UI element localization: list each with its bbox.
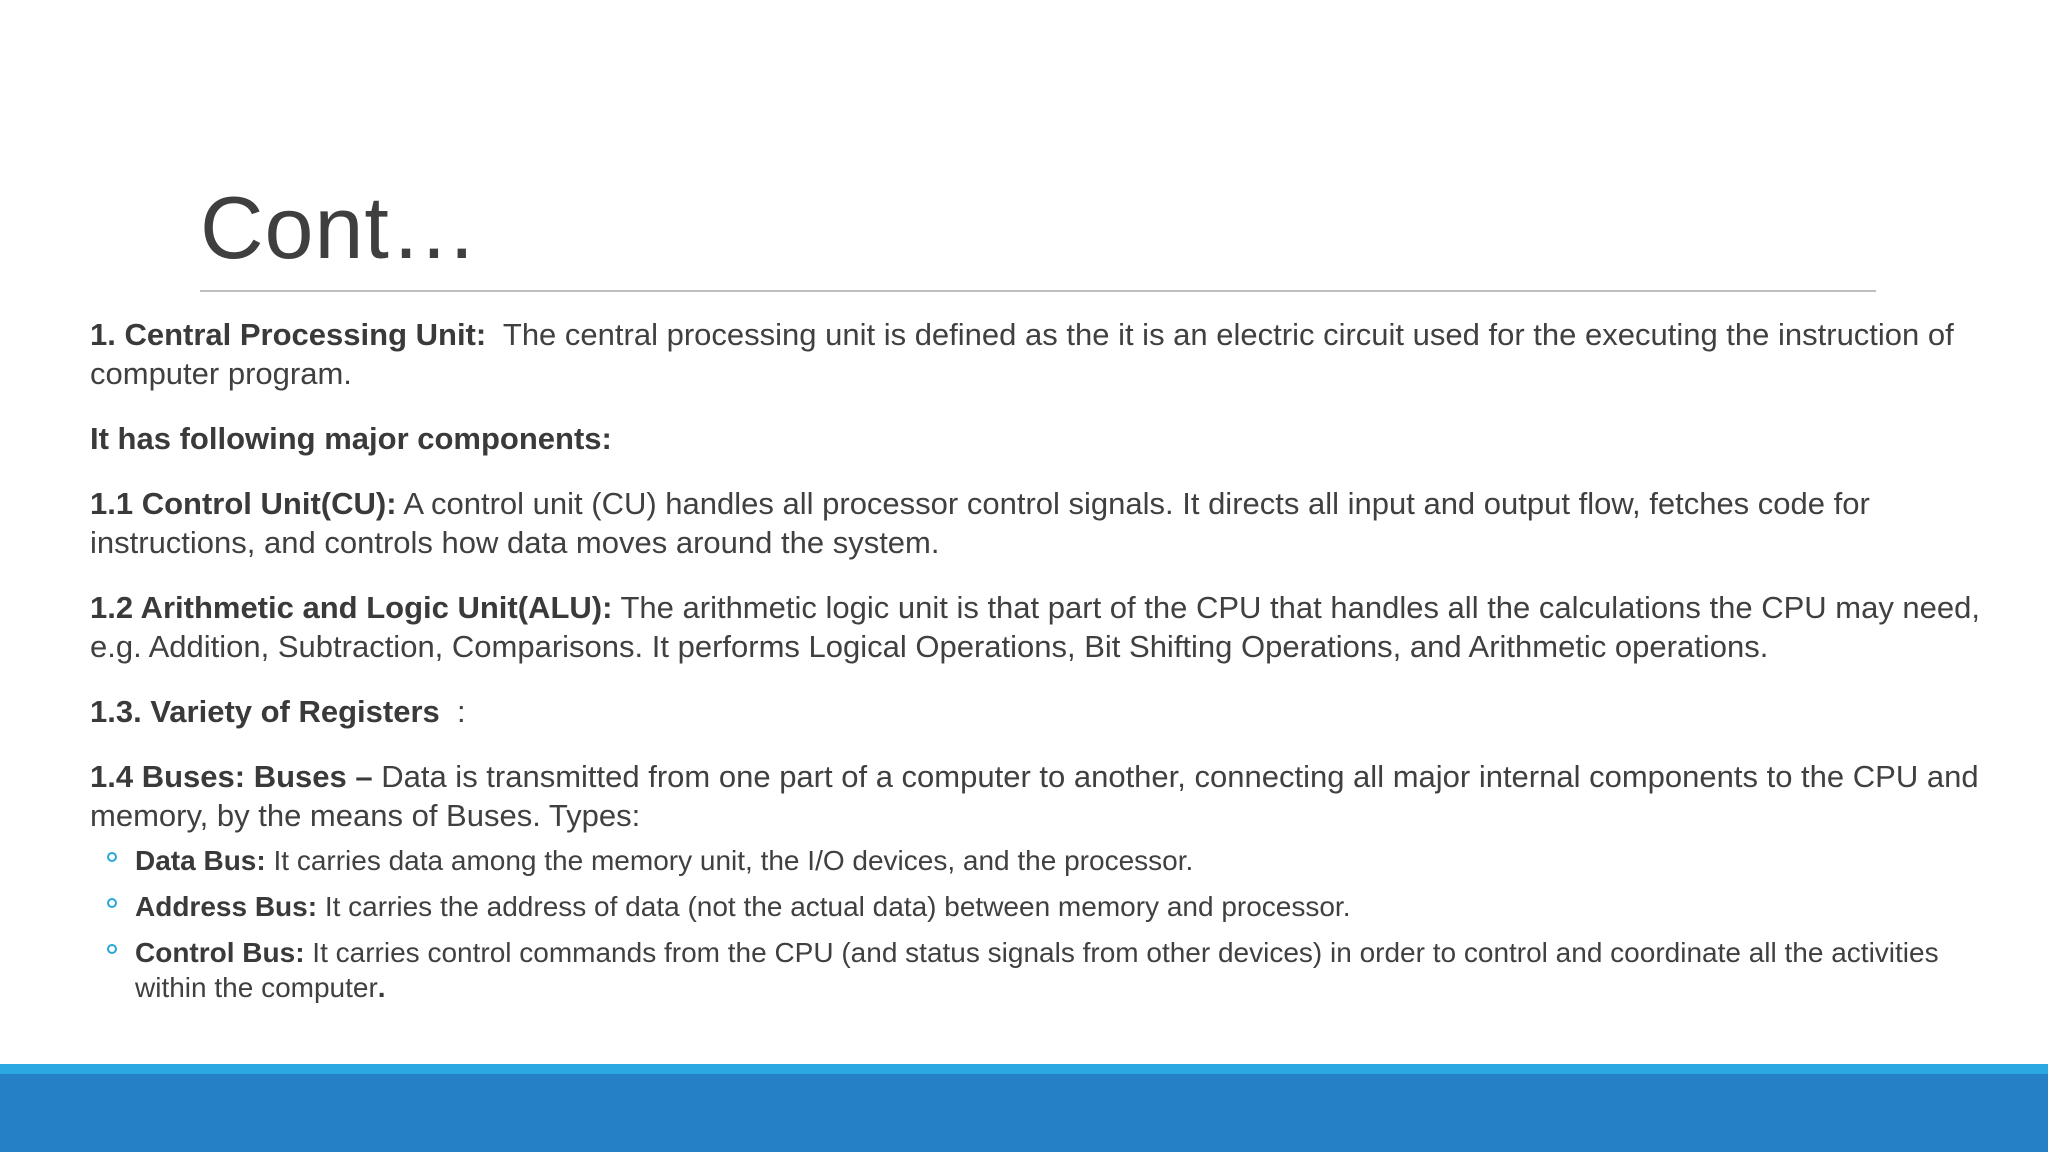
list-item (135, 843, 2010, 878)
address-bus-label: Address Bus: (135, 891, 318, 922)
title-divider (200, 290, 1876, 292)
control-unit-text: A control unit (CU) handles all processor control signals. It directs all input and output flow, fetches code for instructions, and controls how data moves around the system. (90, 486, 1870, 560)
control-bus-text: It carries control commands from the CPU (and status signals from other devices) in order to control and coordinate all the activities within the computer (135, 937, 1939, 1003)
buses-text: Data is transmitted from one part of a computer to another, connecting all major internal components to the CPU and memory, by the means of Buses. Types: (90, 759, 1979, 833)
registers-label: 1.3. Variety of Registers (90, 694, 440, 729)
cpu-text: The central processing unit is defined as the it is an electric circuit used for the executing the instruction of computer program. (90, 317, 1963, 391)
alu-text: The arithmetic logic unit is that part of the CPU that handles all the calculations the CPU may need, e.g. Addition, Subtraction, Comparisons. It performs Logical Operations, Bit Shifting Operations, and Arithmetic operations. (90, 590, 1981, 664)
slide-body (90, 315, 2010, 1016)
buses-label: 1.4 Buses: Buses – (90, 759, 373, 794)
bullet-circle-icon (107, 944, 117, 954)
components-heading-text: It has following major components: (90, 421, 612, 456)
bullet-circle-icon (107, 898, 117, 908)
control-bus-end: . (377, 972, 386, 1003)
footer-bar (0, 1074, 2048, 1152)
registers-paragraph (90, 692, 2010, 731)
bullet-circle-icon (107, 852, 117, 862)
control-unit-label: 1.1 Control Unit(CU): (90, 486, 397, 521)
cpu-label: 1. Central Processing Unit: (90, 317, 487, 352)
buses-paragraph (90, 757, 2010, 835)
registers-text: : (439, 694, 466, 729)
bus-types-list (90, 843, 2010, 1005)
address-bus-text: It carries the address of data (not the actual data) between memory and processor. (317, 891, 1351, 922)
list-item (135, 935, 2010, 1005)
components-heading (90, 419, 2010, 458)
data-bus-label: Data Bus: (135, 845, 266, 876)
slide-title: Cont… (200, 178, 479, 277)
alu-paragraph (90, 588, 2010, 666)
cpu-paragraph (90, 315, 2010, 393)
control-bus-label: Control Bus: (135, 937, 305, 968)
alu-label: 1.2 Arithmetic and Logic Unit(ALU): (90, 590, 613, 625)
control-unit-paragraph (90, 484, 2010, 562)
list-item (135, 889, 2010, 924)
data-bus-text: It carries data among the memory unit, the I/O devices, and the processor. (265, 845, 1194, 876)
footer-accent-bar (0, 1064, 2048, 1074)
